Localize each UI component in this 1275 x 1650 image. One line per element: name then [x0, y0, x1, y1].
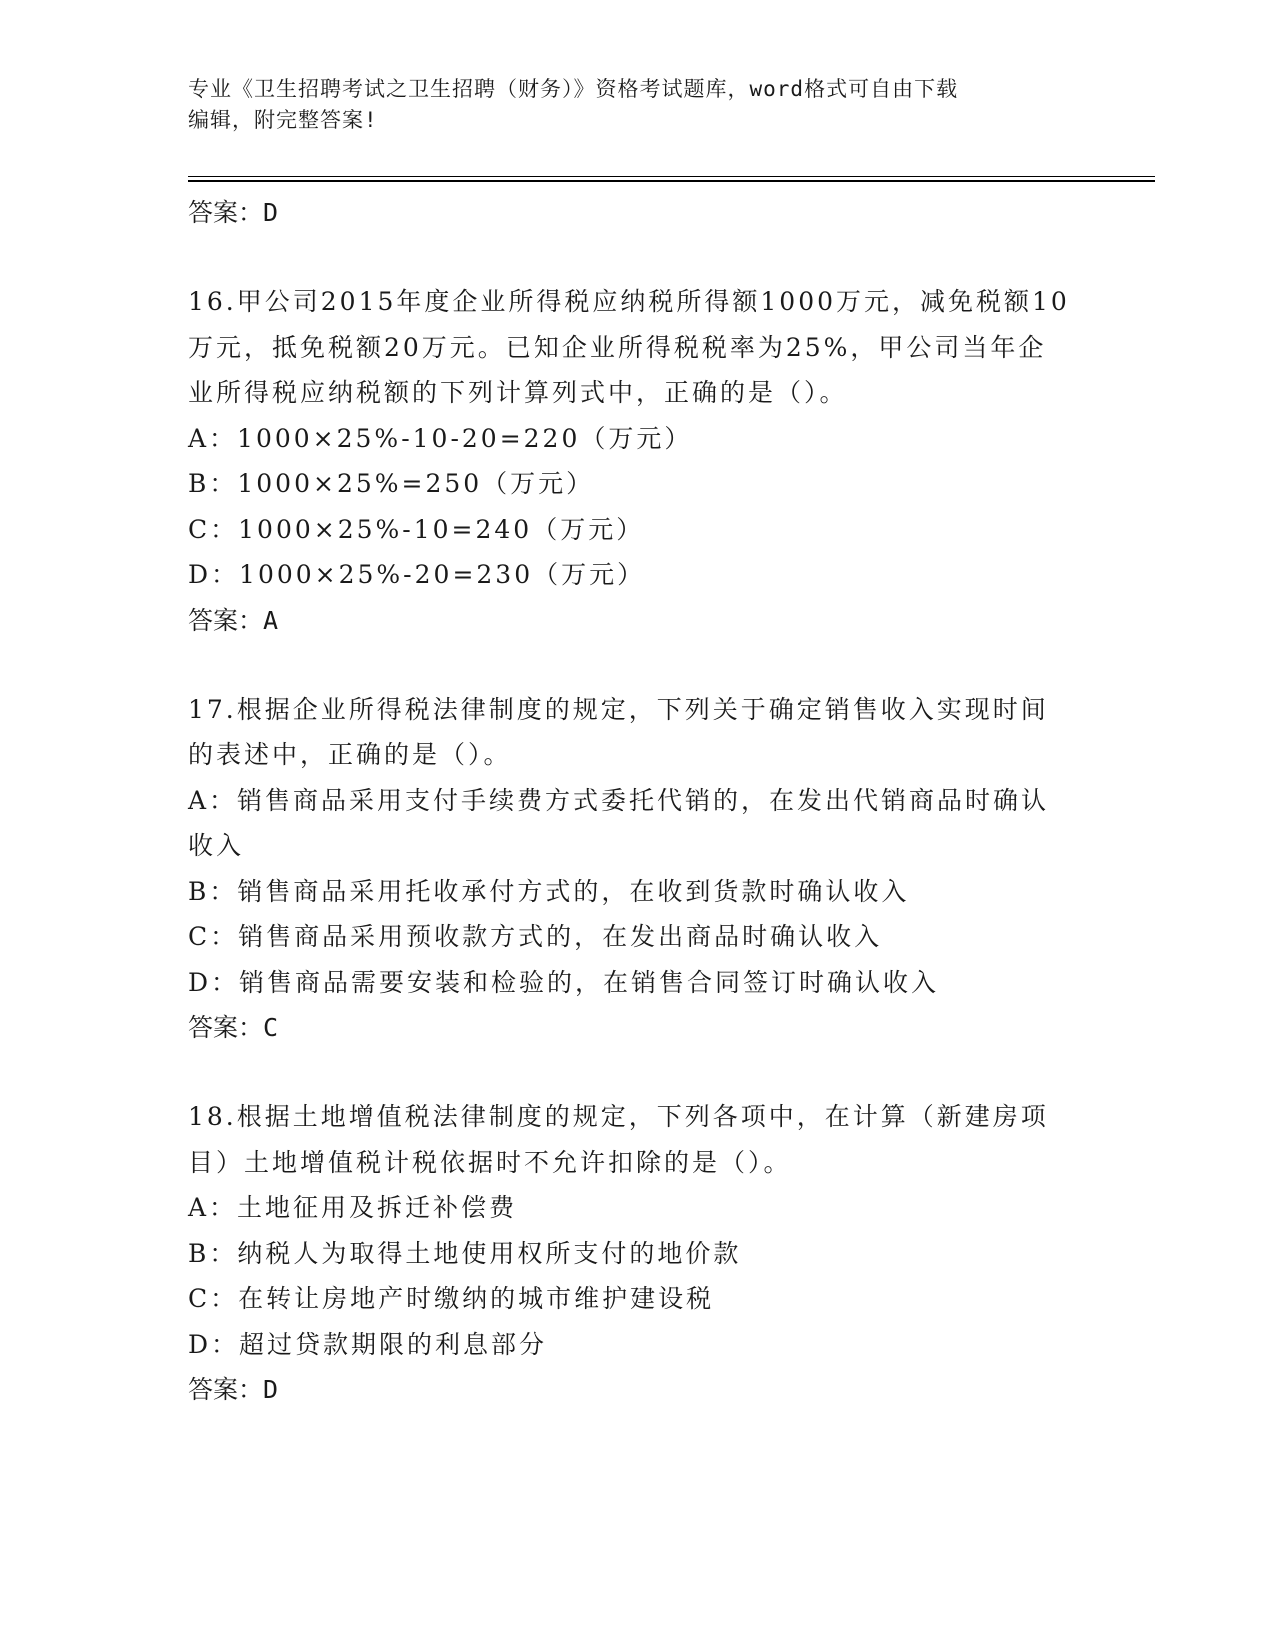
- question-block: [188, 1094, 1088, 1412]
- header-line-1: 专业《卫生招聘考试之卫生招聘（财务）》资格考试题库，word格式可自由下载: [188, 77, 959, 101]
- question-answer: 答案：A: [188, 605, 279, 635]
- answer-option-line: A：1000×25%-10-20=220（万元）: [188, 423, 693, 453]
- answer-option-line: D：销售商品需要安装和检验的，在销售合同签订时确认收入: [188, 967, 940, 997]
- question-stem-line: 万元，抵免税额20万元。已知企业所得税税率为25%，甲公司当年企: [188, 332, 1047, 362]
- answer-option-line: A：土地征用及拆迁补偿费: [188, 1193, 518, 1222]
- answer-option-line: 收入: [188, 831, 245, 860]
- answer-option-line: C：在转让房地产时缴纳的城市维护建设税: [188, 1284, 715, 1313]
- header-line-2: 编辑，附完整答案!: [188, 108, 378, 132]
- question-spacer: [188, 643, 1088, 687]
- questions-container: [188, 235, 1088, 1412]
- question-stem-line: 17.根据企业所得税法律制度的规定，下列关于确定销售收入实现时间: [188, 694, 1049, 724]
- question-list: [188, 190, 1088, 1412]
- question-answer: 答案：C: [188, 1013, 279, 1042]
- answer-option-line: C：销售商品采用预收款方式的，在发出商品时确认收入: [188, 922, 883, 951]
- header-rule-thin: [188, 176, 1155, 177]
- question-stem-line: 18.根据土地增值税法律制度的规定，下列各项中，在计算（新建房项: [188, 1102, 1049, 1131]
- question-spacer: [188, 1050, 1088, 1094]
- question-block: [188, 279, 1088, 643]
- question-answer: 答案：D: [188, 1375, 279, 1404]
- previous-answer: 答案：D: [188, 198, 279, 227]
- answer-option-line: B：1000×25%=250（万元）: [188, 469, 595, 498]
- question-stem-line: 的表述中，正确的是（）。: [188, 740, 512, 769]
- question-spacer: [188, 235, 1088, 279]
- question-stem-line: 目）土地增值税计税依据时不允许扣除的是（）。: [188, 1147, 792, 1177]
- answer-option-line: C：1000×25%-10=240（万元）: [188, 514, 645, 544]
- answer-option-line: A：销售商品采用支付手续费方式委托代销的，在发出代销商品时确认: [188, 785, 1050, 815]
- answer-option-line: D：1000×25%-20=230（万元）: [188, 560, 646, 589]
- answer-option-line: D：超过贷款期限的利息部分: [188, 1329, 548, 1359]
- question-stem-line: 16.甲公司2015年度企业所得税应纳税所得额1000万元，减免税额10: [188, 287, 1070, 316]
- header-rule-thick: [188, 180, 1155, 182]
- answer-option-line: B：销售商品采用托收承付方式的，在收到货款时确认收入: [188, 876, 910, 906]
- answer-option-line: B：纳税人为取得土地使用权所支付的地价款: [188, 1238, 742, 1268]
- document-header: [188, 74, 1088, 136]
- question-stem-line: 业所得税应纳税额的下列计算列式中，正确的是（）。: [188, 378, 848, 407]
- question-block: [188, 687, 1088, 1051]
